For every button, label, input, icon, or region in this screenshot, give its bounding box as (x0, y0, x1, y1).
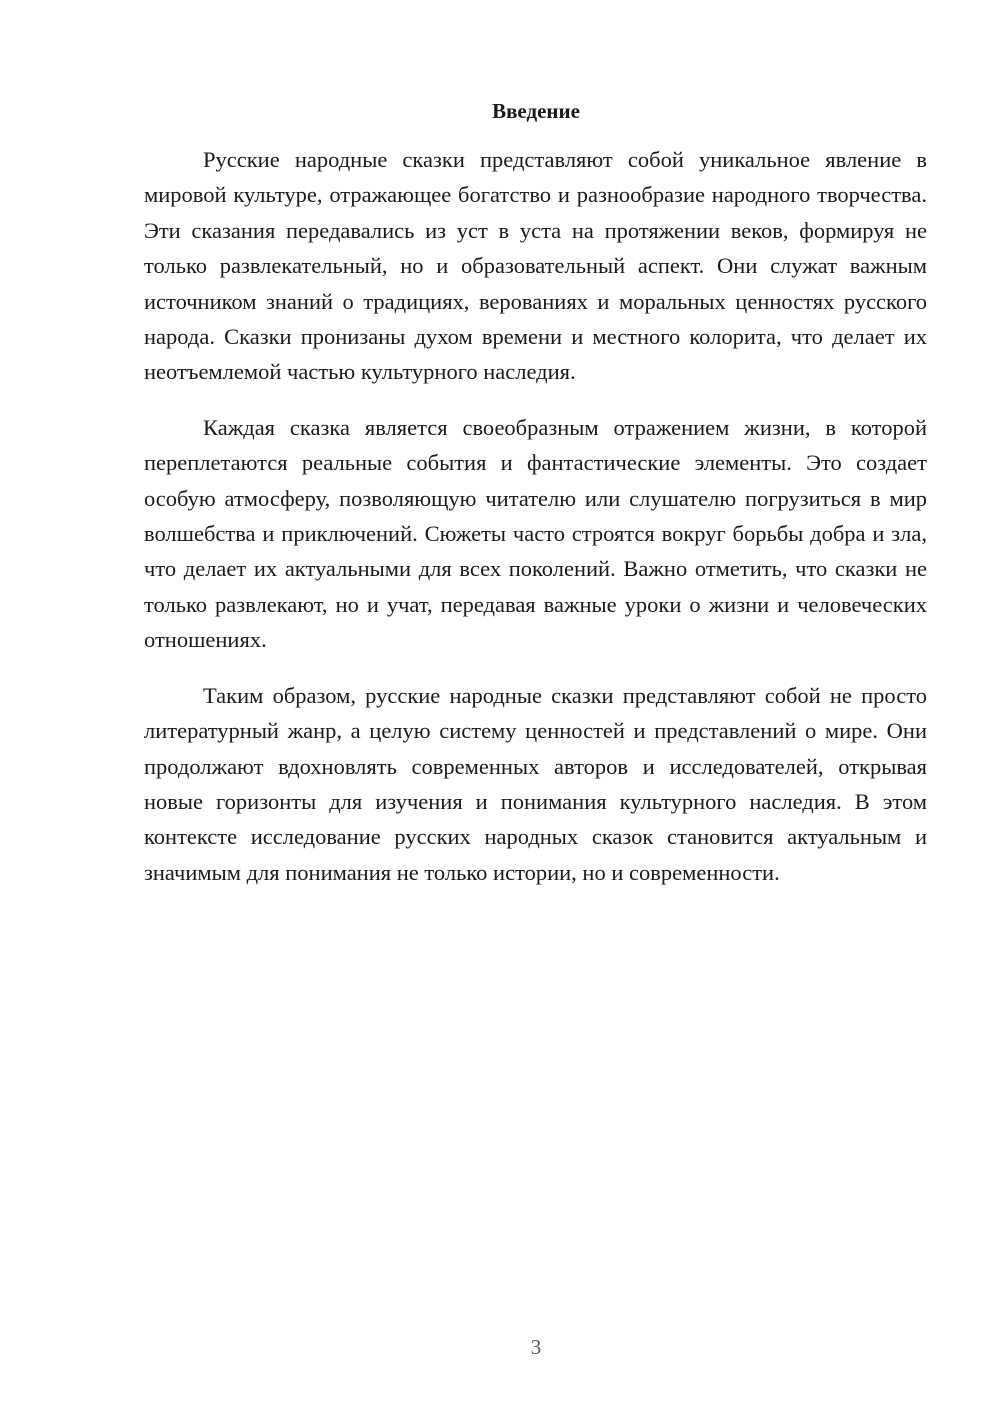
body-text (144, 142, 927, 910)
paragraph-2: Каждая сказка является своеобразным отражением жизни, в которой переплетаются реальные события и фантастические элементы. Это создает особую атмосферу, позволяющую читателю или слушателю погрузиться в мир волшебства и приключений. Сюжеты часто строятся вокруг борьбы добра и зла, что делает их актуальными для всех поколений. Важно отметить, что сказки не только развлекают, но и учат, передавая важные уроки о жизни и человеческих отношениях. (144, 414, 927, 653)
page-number: 3 (530, 1335, 542, 1359)
paragraph-1: Русские народные сказки представляют собой уникальное явление в мировой культуре, отражающее богатство и разнообразие народного творчества. Эти сказания передавались из уст в уста на протяжении веков, формируя не только развлекательный, но и образовательный аспект. Они служат важным источником знаний о традициях, верованиях и моральных ценностях русского народа. Сказки пронизаны духом времени и местного колорита, что делает их неотъемлемой частью культурного наследия. (144, 147, 927, 385)
section-title: Введение (492, 99, 580, 123)
paragraph-3: Таким образом, русские народные сказки представляют собой не просто литературный жанр, а целую систему ценностей и представлений о мире. Они продолжают вдохновлять современных авторов и исследователей, открывая новые горизонты для изучения и понимания культурного наследия. В этом контексте исследование русских народных сказок становится актуальным и значимым для понимания не только истории, но и современности. (144, 682, 927, 885)
